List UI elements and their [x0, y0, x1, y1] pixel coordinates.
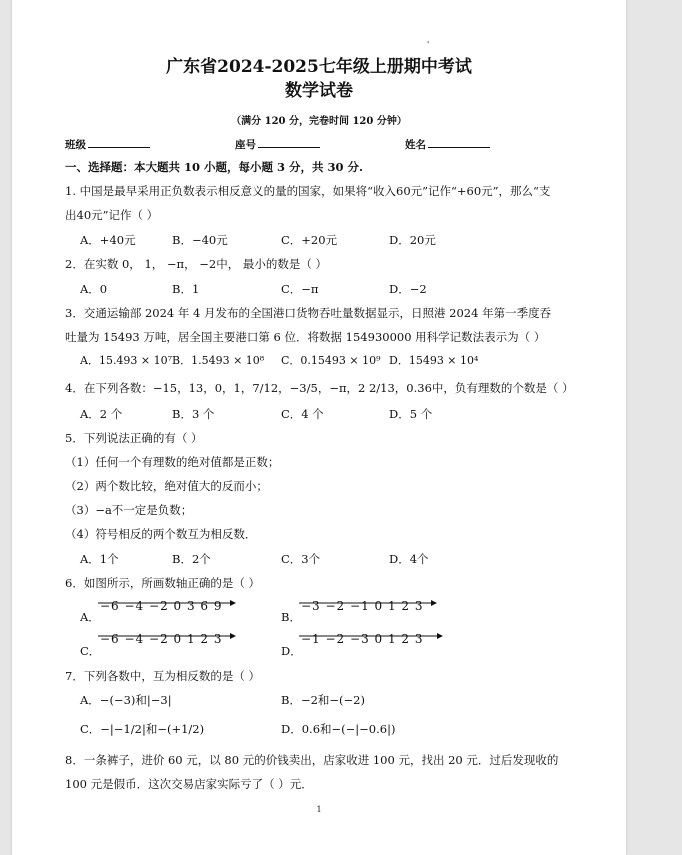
q7-option-b[interactable]: B．−2和−(−2) — [281, 693, 365, 707]
q5-statement-1: （1）任何一个有理数的绝对值都是正数； — [65, 455, 280, 469]
q1-option-d[interactable]: D．20元 — [389, 233, 436, 247]
q3-option-c[interactable]: C．0.15493 × 10⁹ — [281, 354, 381, 367]
number-line-b[interactable] — [299, 597, 439, 611]
q3-line-1: 3．交通运输部 2024 年 4 月发布的全国港口货物吞吐量数据显示，日照港 2024 年第一季度吞 — [65, 306, 552, 320]
q3-line-2: 吐量为 15493 万吨，居全国主要港口第 6 位．将数据 154930000 用科学记数法表示为（ ） — [65, 330, 546, 344]
q2-option-b[interactable]: B．1 — [172, 282, 200, 296]
q5-line-1: 5．下列说法正确的有（ ） — [65, 431, 203, 445]
q1-line-1: 1. 中国是最早采用正负数表示相反意义的量的国家，如果将“收入60元”记作“+60元”，那么“支 — [65, 184, 551, 198]
q6-option-c-label[interactable]: C． — [80, 644, 101, 658]
page-number: 1 — [316, 805, 322, 814]
q5-statement-4: （4）符号相反的两个数互为相反数． — [65, 527, 257, 541]
q4-line-1: 4．在下列各数：−15，13，0，1，7/12，−3/5，−π，2 2/13，0.36中，负有理数的个数是（ ） — [65, 381, 574, 395]
number-line-a[interactable] — [98, 597, 238, 611]
q4-option-d[interactable]: D．5 个 — [389, 407, 433, 421]
number-line-d-ticks: −1 −2 −3 0 1 2 3 — [301, 632, 424, 646]
q4-option-c[interactable]: C．4 个 — [281, 407, 324, 421]
q6-line-1: 6．如图所示，所画数轴正确的是（ ） — [65, 576, 260, 590]
name-label: 姓名 — [405, 139, 426, 151]
q1-option-c[interactable]: C．+20元 — [281, 233, 338, 247]
q8-line-1: 8．一条裤子，进价 60 元，以 80 元的价钱卖出，店家收进 100 元，找出 20 元．过后发现收的 — [65, 753, 559, 767]
q8-line-2: 100 元是假币．这次交易店家实际亏了（ ）元． — [65, 777, 313, 791]
q6-option-a-label[interactable]: A． — [80, 610, 100, 624]
q3-option-b[interactable]: B．1.5493 × 10⁸ — [172, 354, 265, 367]
number-line-d[interactable] — [299, 630, 444, 644]
seat-field[interactable] — [235, 136, 320, 152]
q4-option-a[interactable]: A．2 个 — [80, 407, 123, 421]
class-blank[interactable] — [88, 136, 150, 148]
name-field[interactable] — [405, 136, 490, 152]
seat-label: 座号 — [235, 139, 256, 151]
number-line-c[interactable] — [98, 630, 238, 644]
q2-option-a[interactable]: A．0 — [80, 282, 108, 296]
q6-option-d-label[interactable]: D． — [281, 644, 302, 658]
q5-statement-2: （2）两个数比较，绝对值大的反而小； — [65, 479, 268, 493]
q7-option-a[interactable]: A．−(−3)和|−3| — [80, 693, 172, 707]
q1-line-2: 出40元”记作（ ） — [65, 208, 159, 222]
title-line-2: 数学试卷 — [285, 81, 353, 101]
q3-option-a[interactable]: A．15.493 × 10⁷ — [80, 354, 173, 367]
q1-option-a[interactable]: A．+40元 — [80, 233, 136, 247]
top-mark: ' — [427, 40, 430, 49]
q5-statement-3: （3）−a不一定是负数； — [65, 503, 193, 517]
q3-option-d[interactable]: D．15493 × 10⁴ — [389, 354, 479, 367]
q4-option-b[interactable]: B．3 个 — [172, 407, 215, 421]
q7-option-c[interactable]: C．−|−1/2|和−(+1/2) — [80, 722, 205, 736]
section-heading: 一、选择题：本大题共 10 小题，每小题 3 分，共 30 分. — [65, 160, 364, 174]
q7-option-d[interactable]: D．0.6和−(−|−0.6|) — [281, 722, 396, 736]
number-line-b-ticks: −3 −2 −1 0 1 2 3 — [301, 599, 424, 613]
seat-blank[interactable] — [258, 136, 320, 148]
q7-line-1: 7．下列各数中，互为相反数的是（ ） — [65, 669, 260, 683]
document-page — [12, 0, 626, 855]
q5-option-c[interactable]: C．3个 — [281, 552, 321, 566]
q2-line-1: 2．在实数 0， 1， −π， −2中， 最小的数是（ ） — [65, 257, 328, 271]
q2-option-c[interactable]: C．−π — [281, 282, 319, 296]
name-blank[interactable] — [428, 136, 490, 148]
q1-option-b[interactable]: B．−40元 — [172, 233, 228, 247]
number-line-c-ticks: −6 −4 −2 0 1 2 3 — [100, 632, 223, 646]
q5-option-b[interactable]: B．2个 — [172, 552, 211, 566]
number-line-a-ticks: −6 −4 −2 0 3 6 9 — [100, 599, 223, 613]
title-line-1: 广东省2024-2025七年级上册期中考试 — [166, 57, 472, 77]
q5-option-d[interactable]: D．4个 — [389, 552, 429, 566]
q6-option-b-label[interactable]: B． — [281, 610, 301, 624]
score-note: （满分 120 分，完卷时间 120 分钟） — [231, 116, 407, 127]
class-label: 班级 — [65, 139, 86, 151]
q5-option-a[interactable]: A．1个 — [80, 552, 119, 566]
q2-option-d[interactable]: D．−2 — [389, 282, 427, 296]
class-field[interactable] — [65, 136, 150, 152]
